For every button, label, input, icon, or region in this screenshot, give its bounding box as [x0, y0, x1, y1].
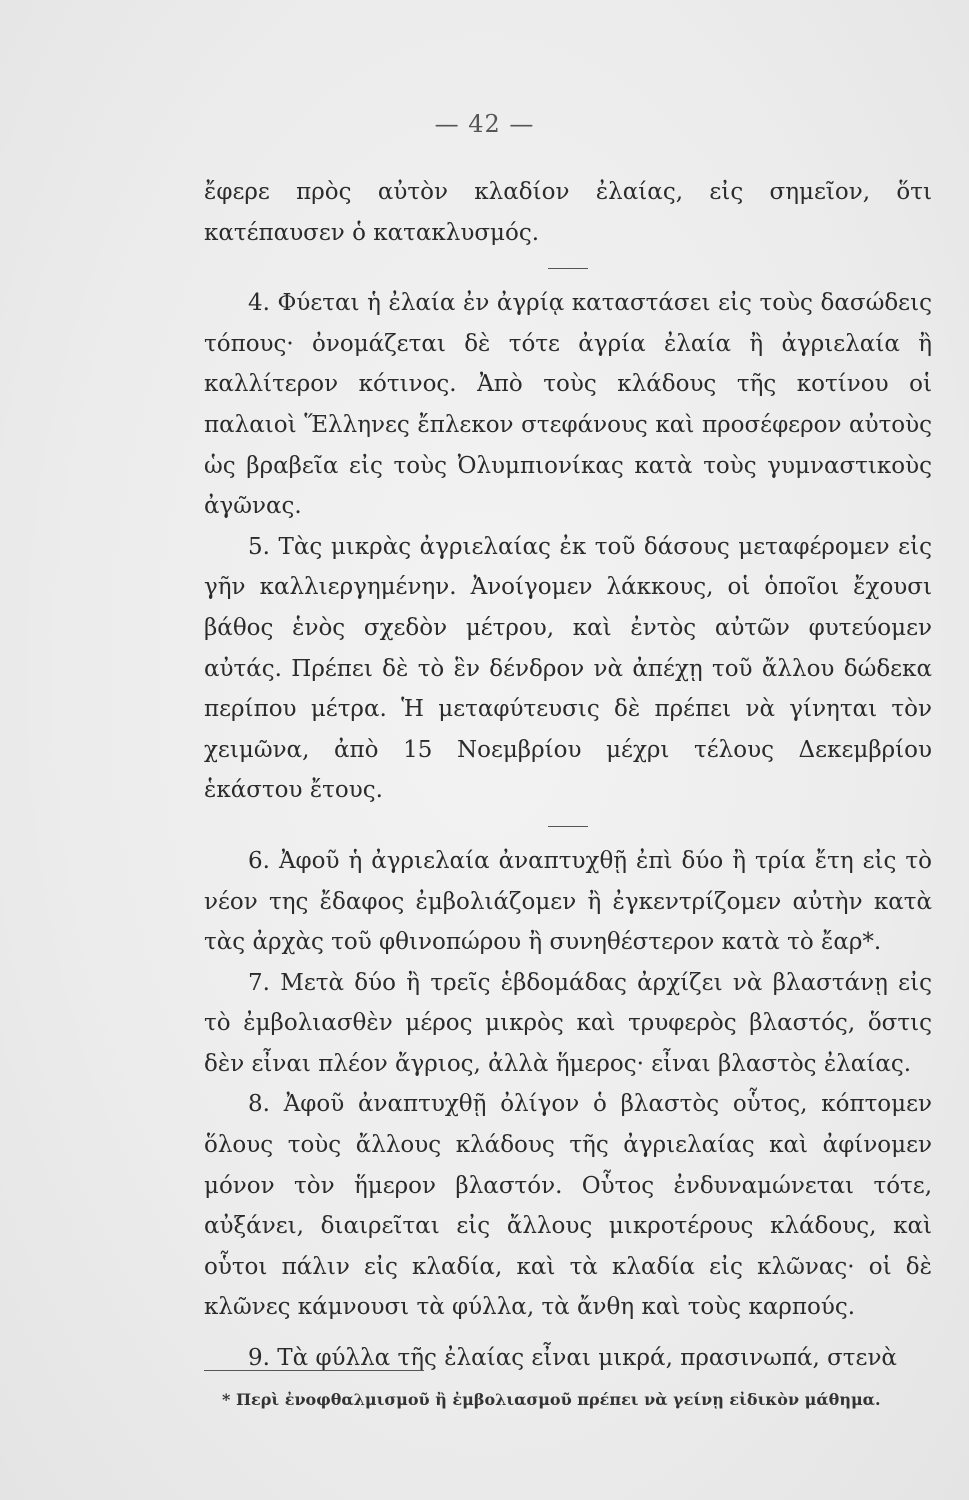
paragraph-4: 4. Φύεται ἡ ἐλαία ἐν ἀγρίᾳ καταστάσει εἰς τοὺς δασώδεις τόπους· ὀνομάζεται δὲ τότε ἀγρία ἐλαία ἢ ἀγριελαία ἢ καλλίτερον κότινος. Ἀπὸ τοὺς κλάδους τῆς κοτίνου οἱ παλαιοὶ Ἕλληνες ἔπλεκον στεφάνους καὶ προσέφερον αὐτοὺς ὡς βραβεῖα εἰς τοὺς Ὀλυμπιονίκας κατὰ τοὺς γυμναστικοὺς ἀγῶνας. — [204, 290, 932, 520]
paragraph-gap — [204, 1328, 932, 1338]
paragraph-6: 6. Ἀφοῦ ἡ ἀγριελαία ἀναπτυχθῇ ἐπὶ δύο ἢ τρία ἔτη εἰς τὸ νέον της ἔδαφος ἐμβολιάζομεν ἢ ἐγκεντρίζομεν αὐτὴν κατὰ τὰς ἀρχὰς τοῦ φθινοπώρου ἢ συνηθέστερον κατὰ τὸ ἔαρ*. — [204, 847, 932, 956]
opening-paragraph: ἔφερε πρὸς αὐτὸν κλαδίον ἐλαίας, εἰς σημεῖον, ὅτι κατέπαυσεν ὁ κατακλυσμός. — [204, 179, 932, 246]
footnote-divider — [204, 1370, 424, 1371]
paragraph-9: 9. Τὰ φύλλα τῆς ἐλαίας εἶναι μικρά, πρασινωπά, στενὰ — [248, 1345, 897, 1372]
section-divider — [548, 268, 588, 269]
section-divider — [548, 826, 588, 827]
footnote: * Περὶ ἐνοφθαλμισμοῦ ἢ ἐμβολιασμοῦ πρέπει νὰ γείνῃ εἰδικὸν μάθημα. — [222, 1390, 881, 1409]
paragraph-7: 7. Μετὰ δύο ἢ τρεῖς ἑβδομάδας ἀρχίζει νὰ βλαστάνῃ εἰς τὸ ἐμβολιασθὲν μέρος μικρὸς καὶ τρυφερὸς βλαστός, ὅστις δὲν εἶναι πλέον ἄγριος, ἀλλὰ ἥμερος· εἶναι βλαστὸς ἐλαίας. — [204, 969, 932, 1077]
paragraph-5: 5. Τὰς μικρὰς ἀγριελαίας ἐκ τοῦ δάσους μεταφέρομεν εἰς γῆν καλλιεργημένην. Ἀνοίγομεν λάκκους, οἱ ὁποῖοι ἔχουσι βάθος ἑνὸς σχεδὸν μέτρου, καὶ ἐντὸς αὐτῶν φυτεύομεν αὐτάς. Πρέπει δὲ τὸ ἓν δένδρον νὰ ἀπέχῃ τοῦ ἄλλου δώδεκα περίπου μέτρα. Ἡ μεταφύτευσις δὲ πρέπει νὰ γίνηται τὸν χειμῶνα, ἀπὸ 15 Νοεμβρίου μέχρι τέλους Δεκεμβρίου ἑκάστου ἔτους. — [204, 533, 932, 804]
paragraph-8: 8. Ἀφοῦ ἀναπτυχθῇ ὀλίγον ὁ βλαστὸς οὗτος, κόπτομεν ὅλους τοὺς ἄλλους κλάδους τῆς ἀγριελαίας καὶ ἀφίνομεν μόνον τὸν ἥμερον βλαστόν. Οὗτος ἐνδυναμώνεται τότε, αὐξάνει, διαιρεῖται εἰς ἄλλους μικροτέρους κλάδους, καὶ οὗτοι πάλιν εἰς κλαδία, καὶ τὰ κλαδία εἰς κλῶνας· οἱ δὲ κλῶνες κάμνουσι τὰ φύλλα, τὰ ἄνθη καὶ τοὺς καρπούς. — [204, 1091, 932, 1321]
body-text — [204, 172, 932, 1379]
page-number: — 42 — — [434, 110, 535, 138]
